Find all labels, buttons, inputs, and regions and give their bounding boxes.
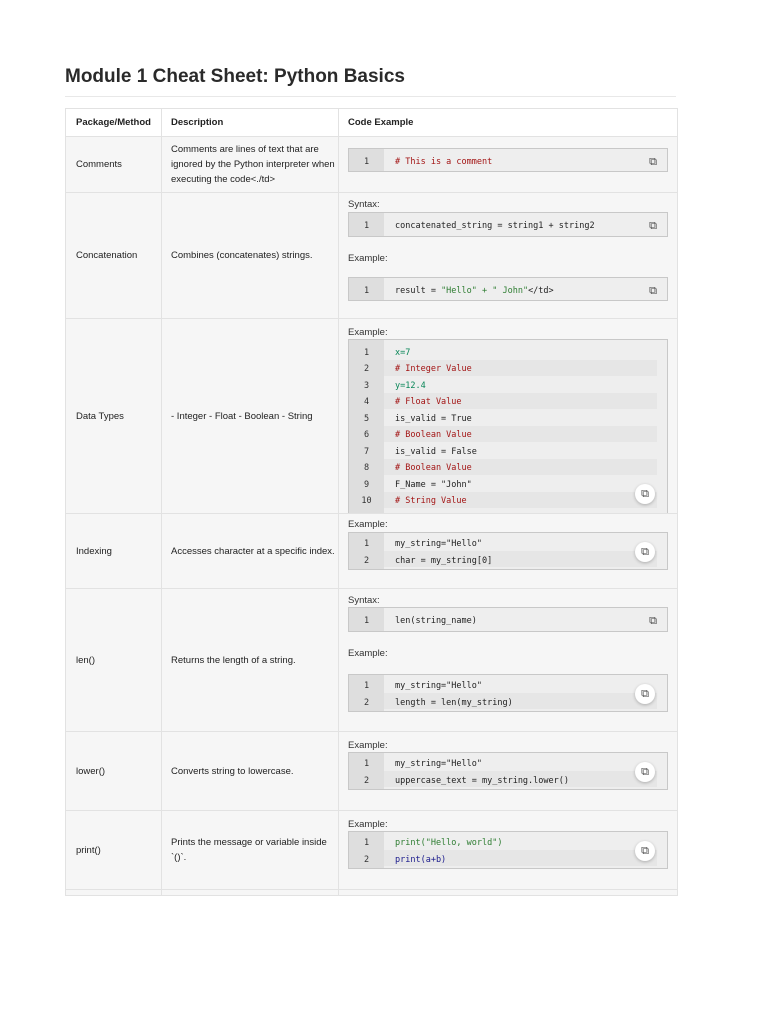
code-line: y=12.4 xyxy=(395,381,426,391)
copy-icon[interactable]: ⧉ xyxy=(649,614,657,627)
code-block xyxy=(348,674,668,712)
line-number: 1 xyxy=(363,681,370,691)
method-name: len() xyxy=(76,654,96,666)
header-description: Description xyxy=(171,117,224,128)
code-token: </td> xyxy=(528,286,554,296)
line-number: 2 xyxy=(363,556,370,566)
line-number: 2 xyxy=(363,776,370,786)
code-block xyxy=(348,212,668,237)
table-row xyxy=(66,136,677,192)
code-block xyxy=(348,148,668,172)
line-number: 1 xyxy=(363,616,370,626)
method-name: Comments xyxy=(76,159,122,170)
code-line: # Boolean Value xyxy=(395,430,472,440)
copy-icon[interactable]: ⧉ xyxy=(649,284,657,297)
code-line: # Float Value xyxy=(395,397,462,407)
code-line: print(a+b) xyxy=(395,855,447,865)
line-number: 10 xyxy=(361,496,372,506)
example-label: Example: xyxy=(348,253,388,264)
method-description: Returns the length of a string. xyxy=(171,654,296,666)
table-row xyxy=(66,513,677,588)
line-number: 6 xyxy=(363,430,370,440)
syntax-label: Syntax: xyxy=(348,595,380,606)
code-block xyxy=(348,339,668,513)
code-line: my_string="Hello" xyxy=(395,759,482,769)
copy-icon[interactable]: ⧉ xyxy=(649,155,657,168)
code-line: uppercase_text = my_string.lower() xyxy=(395,776,569,786)
line-number: 7 xyxy=(363,447,370,457)
code-example xyxy=(348,589,668,731)
code-block xyxy=(348,831,668,869)
code-line: char = my_string[0] xyxy=(395,556,493,566)
code-line: # Integer Value xyxy=(395,364,472,374)
code-line: print("Hello, world") xyxy=(395,838,503,848)
table-row xyxy=(66,731,677,810)
copy-icon[interactable]: ⧉ xyxy=(649,219,657,232)
code-block xyxy=(348,532,668,570)
code-line: concatenated_string = string1 + string2 xyxy=(395,221,595,231)
line-number: 2 xyxy=(363,364,370,374)
example-label: Example: xyxy=(348,740,388,751)
line-number: 4 xyxy=(363,397,370,407)
line-number: 1 xyxy=(363,286,370,296)
method-description: Converts string to lowercase. xyxy=(171,765,294,777)
method-name: Concatenation xyxy=(76,250,138,261)
page-title: Module 1 Cheat Sheet: Python Basics xyxy=(65,66,405,87)
table-row xyxy=(66,192,677,318)
line-number: 1 xyxy=(363,539,370,549)
code-example xyxy=(348,137,668,192)
table-row xyxy=(66,810,677,889)
code-block xyxy=(348,607,668,632)
table-row xyxy=(66,889,677,895)
code-example xyxy=(348,732,668,810)
copy-icon[interactable]: ⧉ xyxy=(635,542,655,562)
header-package-method: Package/Method xyxy=(76,117,151,128)
line-number: 2 xyxy=(363,698,370,708)
table-row xyxy=(66,588,677,731)
example-label: Example: xyxy=(348,819,388,830)
code-line: my_string="Hello" xyxy=(395,681,482,691)
cheat-sheet-table xyxy=(65,108,678,896)
copy-icon[interactable]: ⧉ xyxy=(635,762,655,782)
line-number: 9 xyxy=(363,480,370,490)
line-number: 1 xyxy=(363,348,370,358)
line-number: 5 xyxy=(363,414,370,424)
code-line: is_valid = False xyxy=(395,447,477,457)
copy-icon[interactable]: ⧉ xyxy=(635,684,655,704)
table-row xyxy=(66,318,677,513)
line-number: 1 xyxy=(363,221,370,231)
method-description: Comments are lines of text that are ignored by the Python interpreter when executing the code<./td> xyxy=(171,144,335,185)
code-example xyxy=(348,811,668,889)
title-divider xyxy=(65,96,676,97)
code-block xyxy=(348,752,668,790)
code-line: # Boolean Value xyxy=(395,463,472,473)
method-name: Indexing xyxy=(76,545,112,557)
code-line xyxy=(395,284,554,299)
method-description: - Integer - Float - Boolean - String xyxy=(171,410,313,422)
code-token: result = xyxy=(395,286,442,296)
copy-icon[interactable]: ⧉ xyxy=(635,484,655,504)
header-code-example: Code Example xyxy=(348,117,414,128)
method-description: Prints the message or variable inside `()`. xyxy=(171,837,327,863)
syntax-label: Syntax: xyxy=(348,199,380,210)
code-line: # This is a comment xyxy=(395,157,493,167)
code-example xyxy=(348,319,668,513)
line-number: 1 xyxy=(363,157,370,167)
code-token: "Hello" + " John" xyxy=(441,286,529,296)
method-description: Combines (concatenates) strings. xyxy=(171,250,313,261)
copy-icon[interactable]: ⧉ xyxy=(635,841,655,861)
line-number: 1 xyxy=(363,759,370,769)
method-name: print() xyxy=(76,844,101,856)
method-name: lower() xyxy=(76,765,106,777)
example-label: Example: xyxy=(348,519,388,530)
code-line: my_string="Hello" xyxy=(395,539,482,549)
line-number: 8 xyxy=(363,463,370,473)
code-line: F_Name = "John" xyxy=(395,480,472,490)
example-label: Example: xyxy=(348,648,388,659)
method-name: Data Types xyxy=(76,410,124,422)
table-header-row xyxy=(66,109,677,136)
code-example xyxy=(348,514,668,588)
code-line: len(string_name) xyxy=(395,616,477,626)
code-example xyxy=(348,193,668,318)
example-label: Example: xyxy=(348,327,388,338)
code-line: is_valid = True xyxy=(395,414,472,424)
line-number: 2 xyxy=(363,855,370,865)
code-line: x=7 xyxy=(395,348,411,358)
method-description: Accesses character at a specific index. xyxy=(171,545,335,557)
code-line: length = len(my_string) xyxy=(395,698,513,708)
line-number: 1 xyxy=(363,838,370,848)
line-number: 3 xyxy=(363,381,370,391)
code-line: # String Value xyxy=(395,496,467,506)
code-block xyxy=(348,277,668,301)
